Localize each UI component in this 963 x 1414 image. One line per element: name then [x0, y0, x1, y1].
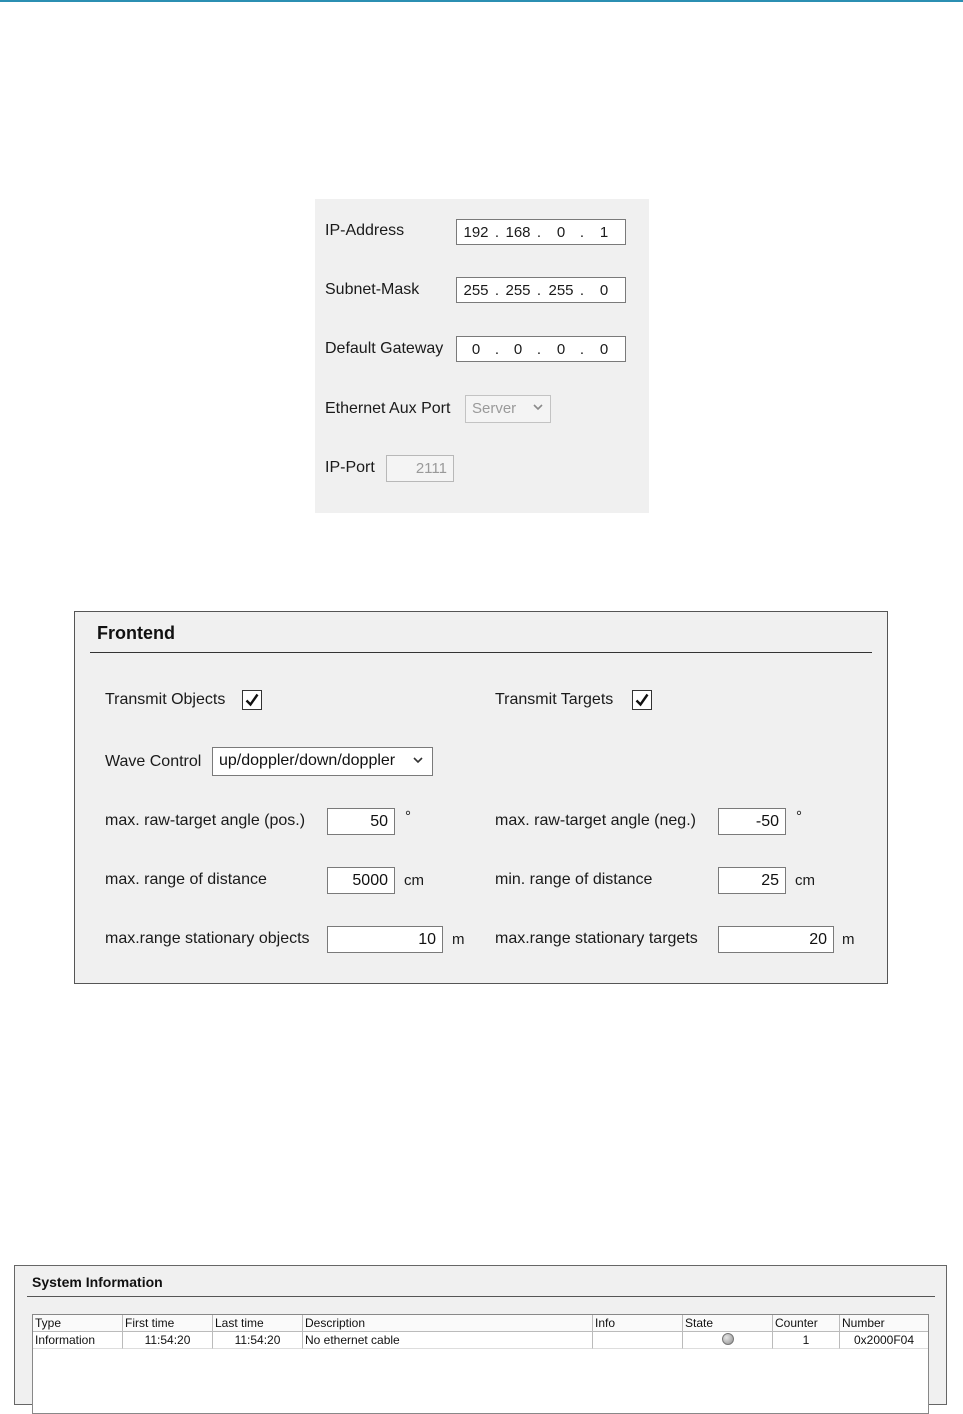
max-angle-pos-input[interactable] — [327, 808, 395, 835]
max-range-stationary-objects-label: max.range stationary objects — [105, 930, 310, 947]
system-information-divider — [27, 1296, 935, 1297]
checkmark-icon — [244, 692, 260, 708]
aux-port-value: Server — [472, 400, 517, 417]
network-settings-panel — [315, 199, 649, 513]
max-range-stationary-targets-label: max.range stationary targets — [495, 930, 698, 947]
table-cell-first-time: 11:54:20 — [123, 1332, 213, 1349]
octet-separator: . — [579, 282, 585, 299]
ip-octet-4[interactable]: 1 — [599, 224, 609, 241]
aux-port-label: Ethernet Aux Port — [325, 400, 451, 417]
ip-octet-1[interactable]: 192 — [463, 224, 489, 241]
max-range-stationary-objects-input[interactable] — [327, 926, 443, 953]
ip-port-label: IP-Port — [325, 459, 375, 476]
ip-octet-3[interactable]: 0 — [556, 224, 566, 241]
transmit-targets-checkbox[interactable] — [632, 690, 652, 710]
chevron-down-icon — [532, 401, 544, 416]
frontend-title: Frontend — [97, 623, 175, 643]
transmit-objects-checkbox[interactable] — [242, 690, 262, 710]
ip-port-field[interactable] — [386, 455, 454, 482]
column-header-info[interactable]: Info — [593, 1315, 683, 1332]
octet-separator: . — [494, 341, 500, 358]
ip-address-field[interactable] — [456, 219, 626, 245]
min-range-value: 25 — [761, 872, 779, 889]
subnet-octet-1[interactable]: 255 — [463, 282, 489, 299]
ip-octet-2[interactable]: 168 — [505, 224, 531, 241]
max-angle-neg-label: max. raw-target angle (neg.) — [495, 812, 696, 829]
system-information-table[interactable] — [32, 1314, 929, 1414]
degree-unit: ° — [796, 808, 802, 825]
max-range-value: 5000 — [352, 872, 388, 889]
degree-unit: ° — [405, 808, 411, 825]
transmit-targets-label: Transmit Targets — [495, 691, 614, 708]
max-angle-pos-value: 50 — [370, 813, 388, 830]
octet-separator: . — [494, 224, 500, 241]
ip-port-value: 2111 — [415, 460, 447, 477]
subnet-octet-2[interactable]: 255 — [505, 282, 531, 299]
octet-separator: . — [536, 224, 542, 241]
table-cell-description: No ethernet cable — [303, 1332, 593, 1349]
column-header-description[interactable]: Description — [303, 1315, 593, 1332]
max-range-input[interactable] — [327, 867, 395, 894]
max-angle-neg-input[interactable] — [718, 808, 786, 835]
checkmark-icon — [634, 692, 650, 708]
frontend-divider — [90, 652, 872, 653]
ip-address-label: IP-Address — [325, 222, 405, 239]
default-gateway-label: Default Gateway — [325, 340, 444, 357]
column-header-counter[interactable]: Counter — [773, 1315, 840, 1332]
column-header-last-time[interactable]: Last time — [213, 1315, 303, 1332]
octet-separator: . — [494, 282, 500, 299]
min-range-label: min. range of distance — [495, 871, 653, 888]
max-angle-pos-label: max. raw-target angle (pos.) — [105, 812, 306, 829]
frontend-panel — [74, 611, 888, 984]
octet-separator: . — [579, 224, 585, 241]
column-header-type[interactable]: Type — [33, 1315, 123, 1332]
table-cell-info — [593, 1332, 683, 1349]
transmit-objects-label: Transmit Objects — [105, 691, 226, 708]
column-header-state[interactable]: State — [683, 1315, 773, 1332]
octet-separator: . — [536, 341, 542, 358]
octet-separator: . — [579, 341, 585, 358]
status-led-icon — [722, 1333, 734, 1345]
wave-control-value: up/doppler/down/doppler — [219, 752, 396, 769]
table-cell-state — [683, 1332, 773, 1349]
aux-port-select[interactable] — [465, 395, 551, 423]
m-unit: m — [842, 931, 855, 948]
table-cell-type: Information — [33, 1332, 123, 1349]
table-cell-counter: 1 — [773, 1332, 840, 1349]
max-range-stationary-objects-value: 10 — [418, 931, 436, 948]
subnet-octet-4[interactable]: 0 — [599, 282, 609, 299]
min-range-input[interactable] — [718, 867, 786, 894]
max-range-stationary-targets-value: 20 — [809, 931, 827, 948]
chevron-down-icon — [412, 754, 424, 769]
wave-control-label: Wave Control — [105, 753, 202, 770]
system-information-panel — [14, 1265, 947, 1405]
subnet-mask-label: Subnet-Mask — [325, 281, 420, 298]
subnet-mask-field[interactable] — [456, 277, 626, 303]
gateway-octet-1[interactable]: 0 — [471, 341, 481, 358]
gateway-octet-3[interactable]: 0 — [556, 341, 566, 358]
max-range-stationary-targets-input[interactable] — [718, 926, 834, 953]
subnet-octet-3[interactable]: 255 — [548, 282, 574, 299]
wave-control-select[interactable] — [212, 747, 433, 776]
table-cell-last-time: 11:54:20 — [213, 1332, 303, 1349]
gateway-octet-2[interactable]: 0 — [513, 341, 523, 358]
m-unit: m — [452, 931, 465, 948]
cm-unit: cm — [404, 872, 424, 889]
max-angle-neg-value: -50 — [755, 813, 779, 830]
max-range-label: max. range of distance — [105, 871, 267, 888]
top-accent-line — [0, 0, 963, 2]
system-information-title: System Information — [32, 1274, 163, 1290]
gateway-octet-4[interactable]: 0 — [599, 341, 609, 358]
octet-separator: . — [536, 282, 542, 299]
column-header-number[interactable]: Number — [840, 1315, 928, 1332]
default-gateway-field[interactable] — [456, 336, 626, 362]
table-cell-number: 0x2000F04 — [840, 1332, 928, 1349]
column-header-first-time[interactable]: First time — [123, 1315, 213, 1332]
cm-unit: cm — [795, 872, 815, 889]
